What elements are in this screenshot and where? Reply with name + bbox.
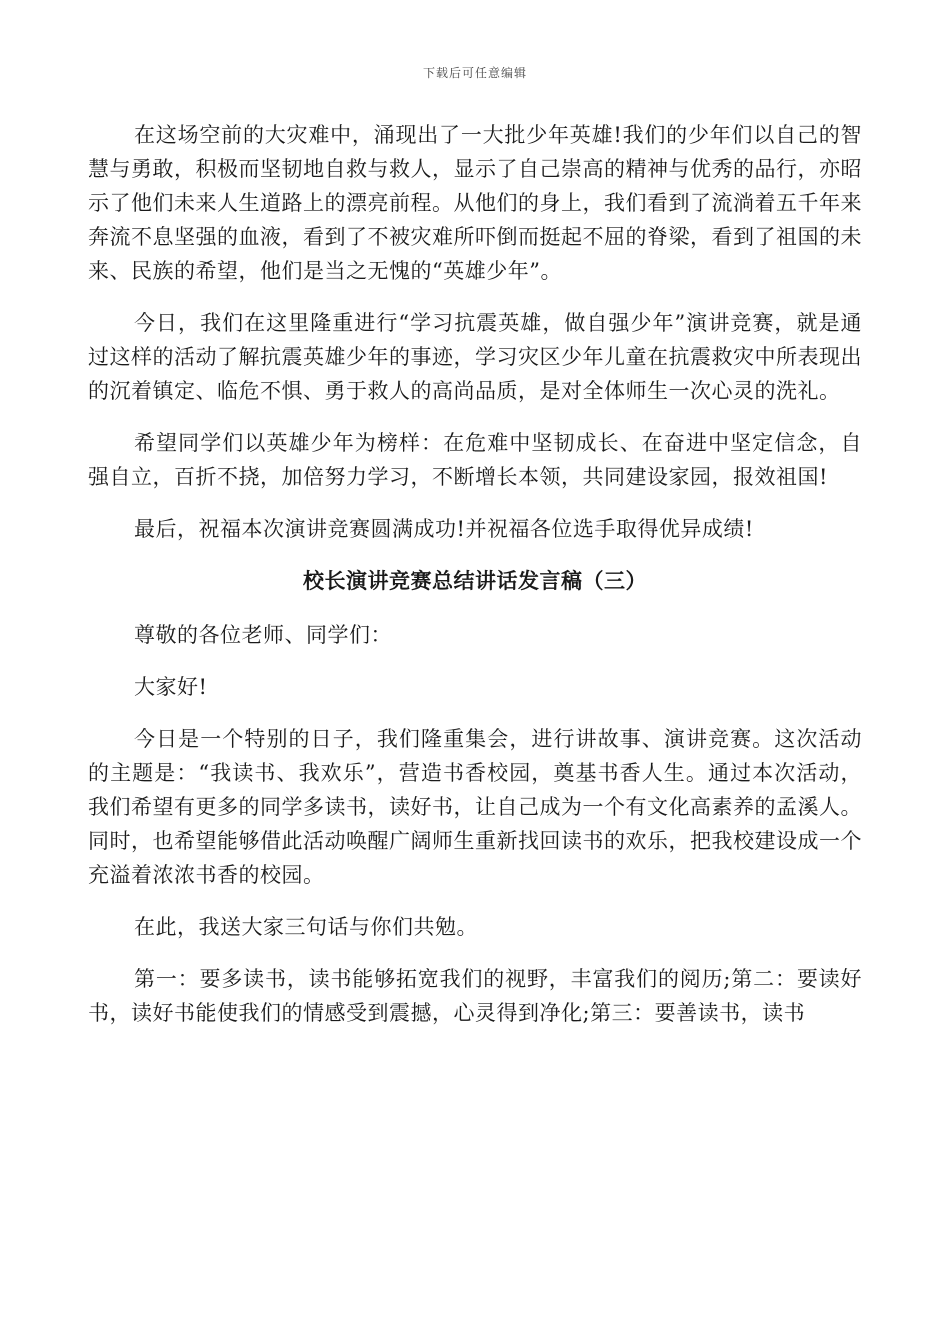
salutation: 尊敬的各位老师、同学们： <box>134 623 392 647</box>
paragraph: 今日是一个特别的日子，我们隆重集会，进行讲故事、演讲竞赛。这次活动的主题是：“我读书、我欢乐”，营造书香校园，奠基书香人生。通过本次活动，我们希望有更多的同学多读书，读好书，让自己成为一个有文化高素养的孟溪人。同时，也希望能够借此活动唤醒广阔师生重新找回读书的欢乐，把我校建设成一个充溢着浓浓书香的校园。 <box>88 727 862 887</box>
page-header-note: 下载后可任意编辑 <box>422 66 527 80</box>
paragraph: 最后，祝福本次演讲竞赛圆满成功!并祝福各位选手取得优异成绩! <box>134 517 754 541</box>
section-title: 校长演讲竞赛总结讲话发言稿（三） <box>303 568 647 593</box>
document-body <box>88 118 862 1048</box>
paragraph: 第一：要多读书，读书能够拓宽我们的视野，丰富我们的阅历;第二：要读好书，读好书能使我们的情感受到震撼，心灵得到净化;第三：要善读书，读书 <box>88 967 862 1025</box>
paragraph: 今日，我们在这里隆重进行“学习抗震英雄，做自强少年”演讲竞赛，就是通过这样的活动了解抗震英雄少年的事迹，学习灾区少年儿童在抗震救灾中所表现出的沉着镇定、临危不惧、勇于救人的高尚品质，是对全体师生一次心灵的洗礼。 <box>88 311 862 403</box>
paragraph: 在此，我送大家三句话与你们共勉。 <box>134 915 478 939</box>
greeting: 大家好! <box>134 675 208 699</box>
paragraph: 在这场空前的大灾难中，涌现出了一大批少年英雄!我们的少年们以自己的智慧与勇敢，积极而坚韧地自救与救人，显示了自己崇高的精神与优秀的品行，亦昭示了他们未来人生道路上的漂亮前程。从他们的身上，我们看到了流淌着五千年来奔流不息坚强的血液，看到了不被灾难所吓倒而挺起不屈的脊梁，看到了祖国的未来、民族的希望，他们是当之无愧的“英雄少年”。 <box>88 123 862 283</box>
paragraph: 希望同学们以英雄少年为榜样：在危难中坚韧成长、在奋进中坚定信念，自强自立，百折不挠，加倍努力学习，不断增长本领，共同建设家园，报效祖国! <box>88 431 862 489</box>
